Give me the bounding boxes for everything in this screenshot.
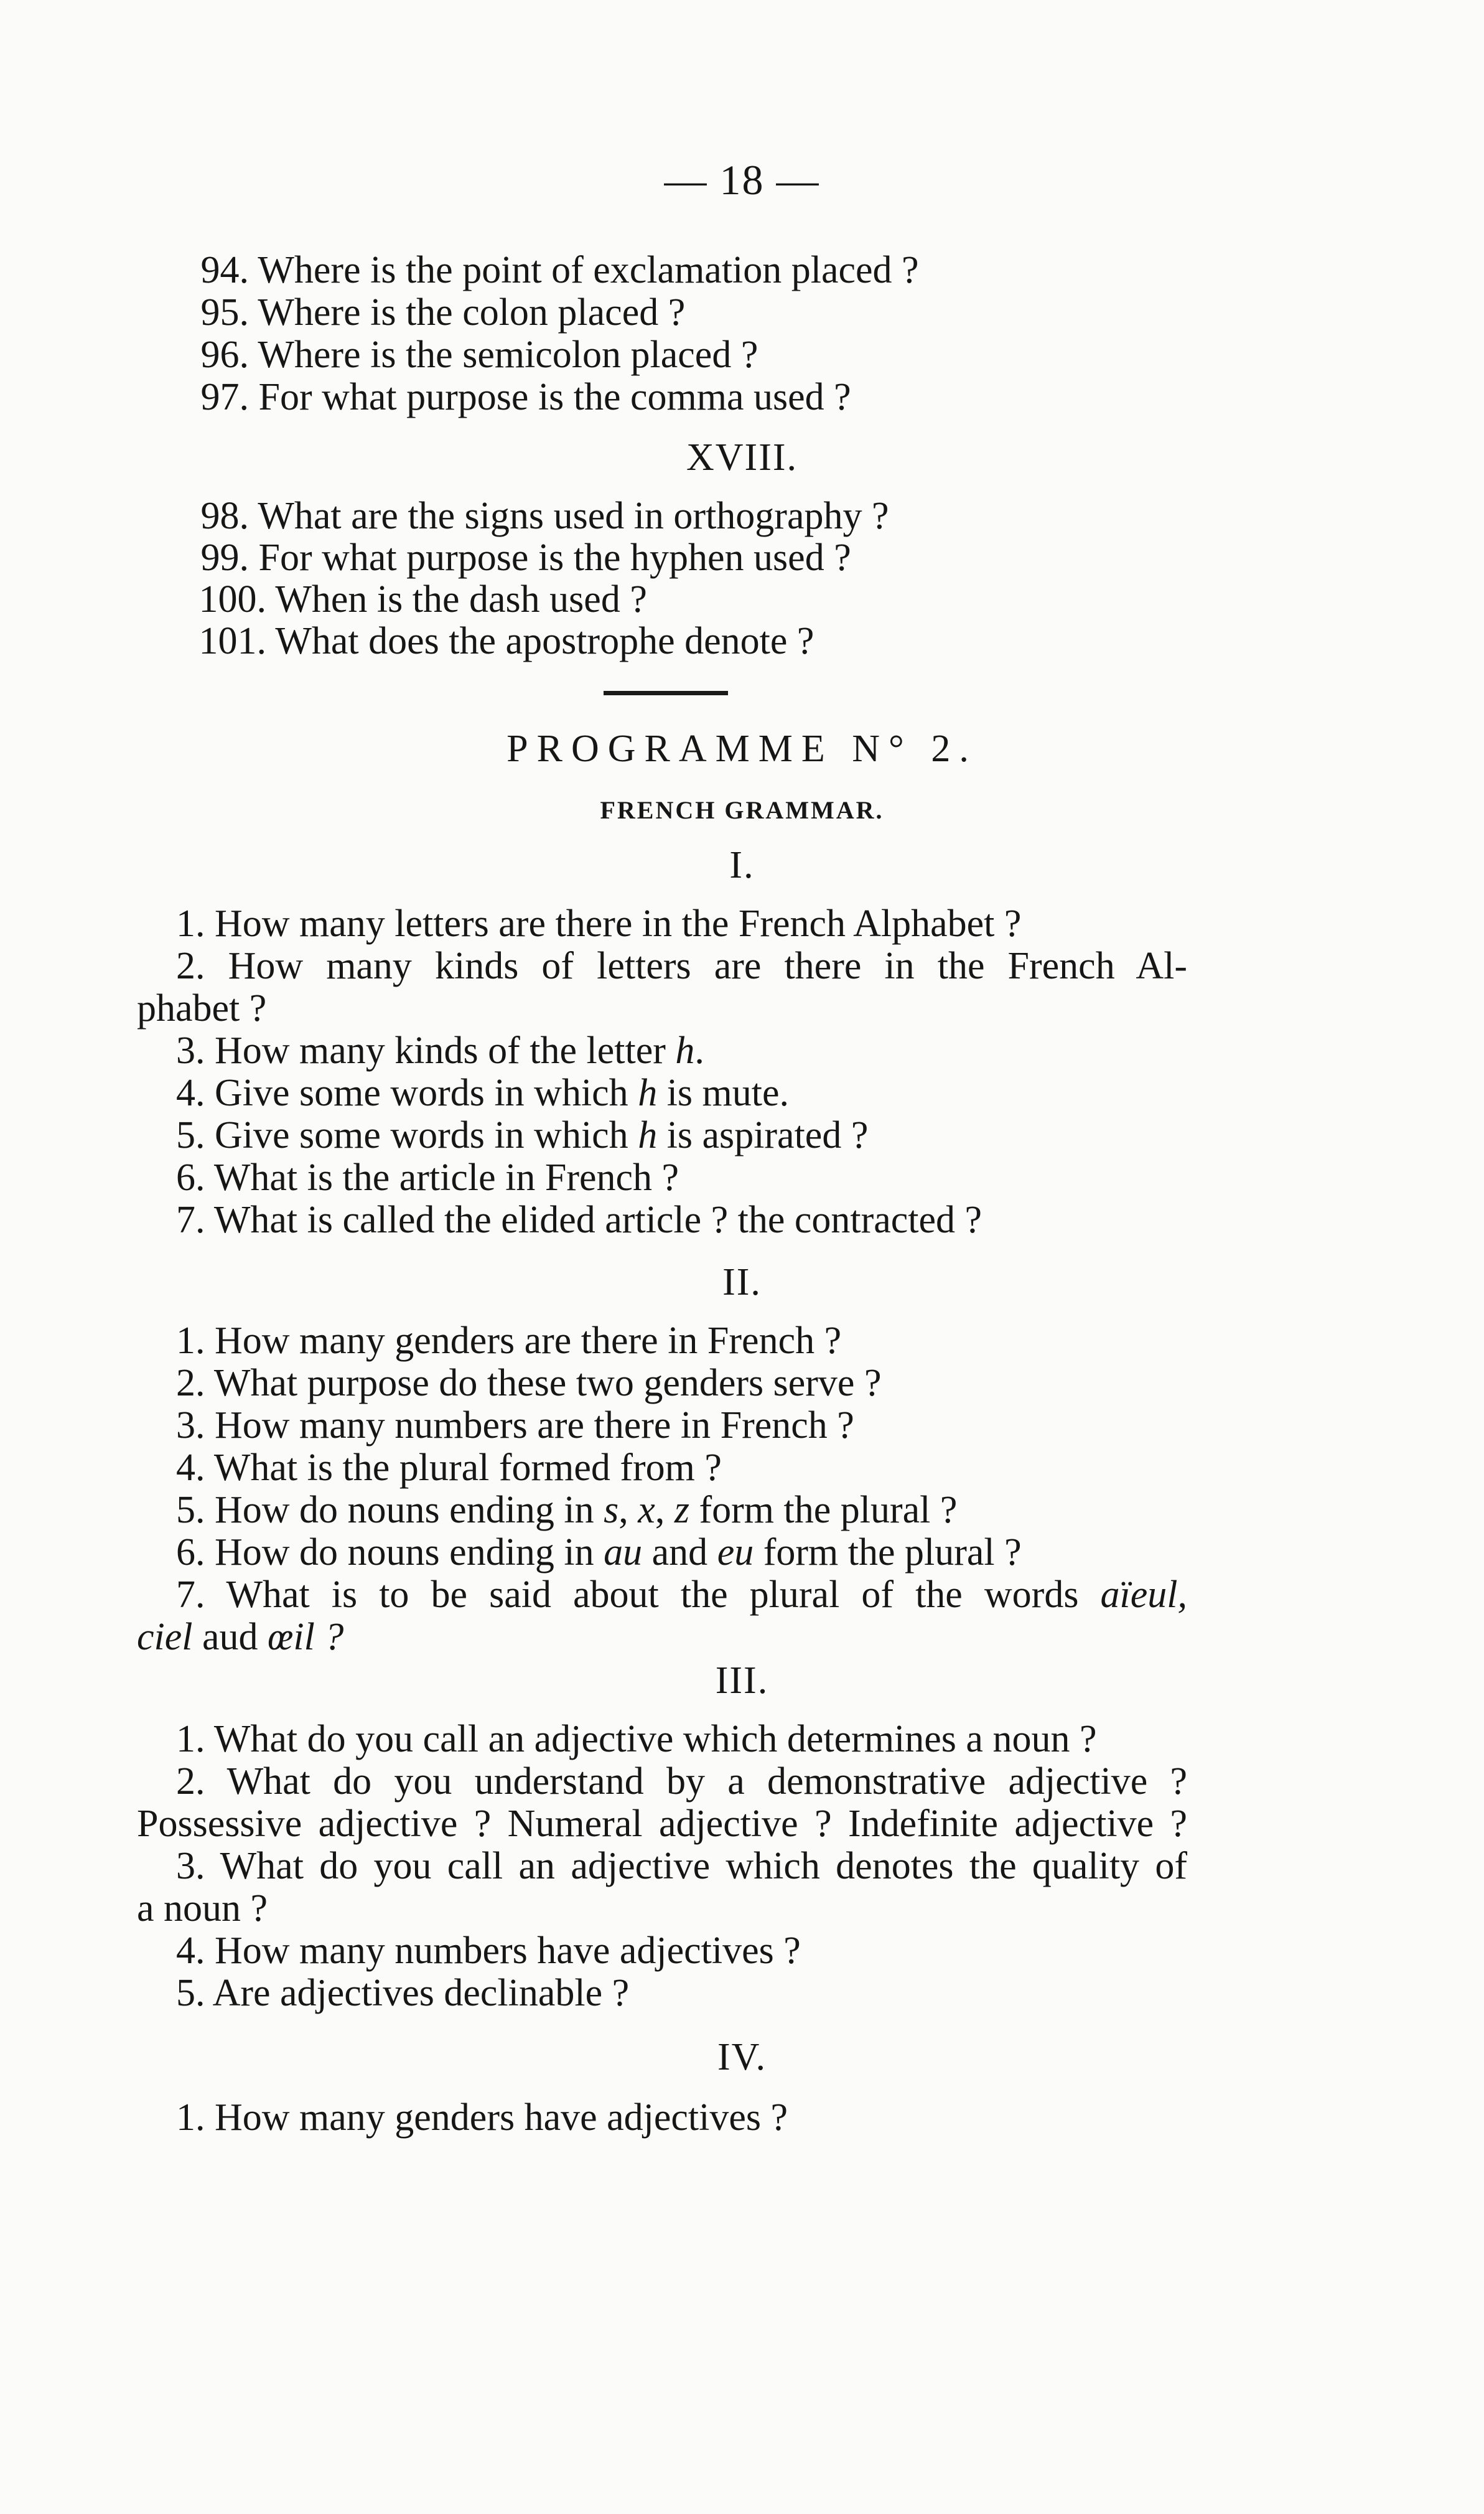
section-iii-question-2: 2. What do you understand by a demonstrative adjective ? [176,1760,1187,1803]
section-i-question-6: 6. What is the article in French ? [176,1156,679,1199]
section-heading-i: I. [729,844,755,886]
section-i-question-4: 4. Give some words in which h is mute. [176,1072,790,1114]
section-iii-question-4: 4. How many numbers have adjectives ? [176,1930,801,1972]
section-i-question-2-cont: phabet ? [137,987,267,1030]
section-iv-question-1: 1. How many genders have adjectives ? [176,2096,788,2139]
section-iii-question-3-cont: a noun ? [137,1887,268,1930]
section-ii-question-5: 5. How do nouns ending in s, x, z form the plural ? [176,1489,958,1531]
section-i-question-5: 5. Give some words in which h is aspirated ? [176,1114,869,1156]
question-94: 94. Where is the point of exclamation placed ? [200,249,919,291]
section-i-question-1: 1. How many letters are there in the French Alphabet ? [176,903,1022,945]
question-101: 101. What does the apostrophe denote ? [198,620,814,662]
page-number: — 18 — [664,156,820,204]
section-heading-iv: IV. [717,2036,767,2078]
question-95: 95. Where is the colon placed ? [200,291,686,334]
section-i-question-7: 7. What is called the elided article ? the contracted ? [176,1199,982,1241]
section-ii-question-1: 1. How many genders are there in French ? [176,1320,842,1362]
section-heading-iii: III. [715,1659,769,1702]
divider-rule [604,691,728,695]
section-ii-question-4: 4. What is the plural formed from ? [176,1447,722,1489]
section-heading-ii: II. [722,1261,762,1303]
section-ii-question-7: 7. What is to be said about the plural of the words aïeul, [176,1574,1188,1616]
section-iii-question-1: 1. What do you call an adjective which determines a noun ? [176,1718,1097,1760]
question-100: 100. When is the dash used ? [198,578,647,621]
section-i-question-3: 3. How many kinds of the letter h. [176,1030,704,1072]
section-i-question-2: 2. How many kinds of letters are there in the French Al- [176,945,1187,987]
programme-subtitle: FRENCH GRAMMAR. [600,796,884,824]
section-ii-question-7-cont: ciel aud œil ? [137,1616,344,1658]
section-heading-xviii: XVIII. [686,436,798,479]
section-iii-question-3: 3. What do you call an adjective which denotes the quality of [176,1845,1187,1887]
programme-title: PROGRAMME N° 2. [506,728,978,770]
section-iii-question-5: 5. Are adjectives declinable ? [176,1972,630,2014]
section-ii-question-6: 6. How do nouns ending in au and eu form the plural ? [176,1531,1022,1574]
section-iii-question-2-cont: Possessive adjective ? Numeral adjective ? Indefinite adjective ? [137,1803,1187,1845]
question-98: 98. What are the signs used in orthography ? [200,495,889,537]
question-96: 96. Where is the semicolon placed ? [200,334,758,376]
section-ii-question-3: 3. How many numbers are there in French ? [176,1404,854,1447]
section-ii-question-2: 2. What purpose do these two genders serve ? [176,1362,882,1404]
question-97: 97. For what purpose is the comma used ? [200,376,851,418]
question-99: 99. For what purpose is the hyphen used ? [200,537,851,579]
